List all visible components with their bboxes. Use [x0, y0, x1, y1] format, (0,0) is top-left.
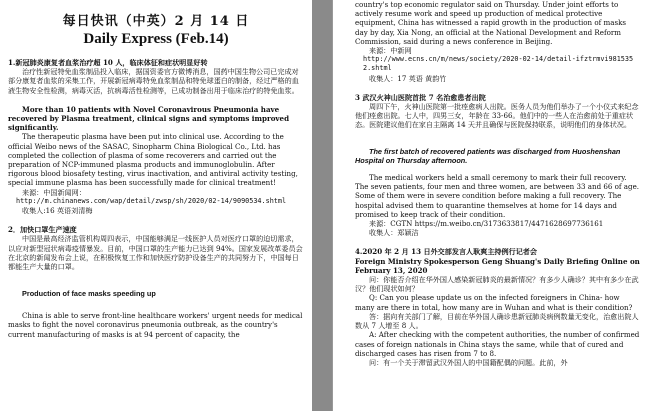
- item1-body-en: The therapeutic plasma have been put into clinical use. According to the official Weibo news of the SASAC, Sinopharm China Biological Co., Ltd. has completed the collection of plasma of some recoverers and carried out the preparation of NCP-immuned plasma products and immunoglobulin. After rigorous blood biosafety testing, virus inactivation, and antiviral activity testing, special immune plasma has been successfully made for clinical treatment!: [8, 132, 298, 188]
- item2-editor: 收集人：17 英语 黄韵竹: [369, 73, 447, 83]
- item4-question-en: Q: Can you please update us on the infected foreigners in China- how many are there in total, how many are in Wuhan and what is their condition?: [355, 293, 633, 312]
- item3-body-en: The medical workers held a small ceremony to mark their full recovery. The seven patients, four men and three women, are between 33 and 66 of age. Some of them were in severe condition before making a full recovery. The hospital advised them to quarantine themselves at home for 14 days and promised to keep track of their condition.: [355, 173, 640, 219]
- item2-source-label: 来源：中新网: [369, 46, 412, 56]
- item4-answer-en: A: After checking with the competent authorities, the number of confirmed cases of foreign nationals in China stays the same, while that of cured and discharged cases has risen from 7 to 8.: [355, 330, 640, 358]
- page-title-cn: 每日快讯（中英）2 月 14 日: [62, 14, 250, 29]
- item1-heading-en: More than 10 patients with Novel Coronavirous Pneumonia have recovered by Plasma treatment, clinical signs and symptoms improved significantly.: [8, 104, 290, 133]
- item4-heading-en: Foreign Ministry Spokesperson Geng Shuang's Daily Briefing Online on February 13, 2020: [355, 256, 640, 275]
- item2-heading-cn: 2．加快口罩生产速度: [8, 225, 77, 235]
- item4-heading-cn: 4.2020 年 2 月 13 日外交部发言人耿爽主持例行记者会: [355, 247, 537, 257]
- item2-body-en: China is able to serve front-line healthcare workers' urgent needs for medical masks to fight the novel coronavirus pneumonia outbreak, as the country's current manufacturing of masks is at 94 percent of capacity, the: [8, 311, 303, 339]
- item4-question2-cn: 问：有一个关于滞留武汉外国人的中国籍配偶的问题。此前，外: [369, 357, 568, 367]
- item2-source-url: http://www.ecns.cn/m/news/society/2020-02-14/detail-ifztrmvi9815352.shtml: [363, 55, 634, 73]
- item1-body-cn: 治疗性新冠特免血浆制品投入临床，据国资委官方微博消息，国药中国生物公司已完成对部分康复者血浆的采集工作，开展新冠病毒特免血浆制品和特免球蛋白的制备，经过严格的血液生物安全性检测，病毒灭活，抗病毒活性检测等，已成功制备出用于临床治疗的特免血浆。: [8, 67, 299, 95]
- item3-editor: 收集人：郑颖洁: [369, 228, 419, 238]
- item1-heading-cn: 1.新冠肺炎康复者血浆治疗超 10 人，临床体征和症状明显好转: [8, 58, 208, 67]
- item3-heading-en: The first batch of recovered patients was discharged from Huoshenshan Hospital on Thursday afternoon.: [355, 146, 621, 166]
- item3-source: 来源：CGTN https://m.weibo.cn/3173633817/4471628697736161: [369, 219, 604, 229]
- document-page-right: [332, 0, 649, 411]
- item4-answer-cn: 答：据向有关部门了解，目前在华外国人确诊患新冠肺炎病例数量无变化，治愈出院人数从 7 人增至 8 人。: [355, 311, 639, 331]
- item1-source-url: http://m.chinanews.com/wap/detail/zwsp/sh/2020/02-14/9090534.shtml: [16, 196, 287, 205]
- page-title-en: Daily Express (Feb.14): [83, 31, 229, 47]
- item1-editor: 收集人:16 英语刘清梅: [22, 206, 93, 216]
- item2-body-cn: 中国是最高经济监管机构周四表示，中国能够满足一线医护人员对医疗口罩的迫切需求，以应对新型冠状病毒疫情暴发。目前，中国口罩的生产能力已达到 94%。国家发展改革委员会在北京的新闻发布会上说，在积极恢复工作和加快医疗防护设备生产的共同努力下，中国每日都能生产大量的口罩。: [8, 234, 303, 272]
- item2-heading-en: Production of face masks speeding up: [22, 288, 156, 298]
- item3-body-cn: 周四下午，火神山医院第一批痊愈病人出院。医务人员为他们举办了一个小仪式来纪念他们痊愈出院。七人中，四男三女，年龄在 33-66。他们中的一些人在治愈前处于重症状态。医院建议他们在家自主隔离 14 天并且确保与医院保持联系，说明他们的身体状况。: [355, 102, 639, 130]
- item3-heading-cn: 3 武汉火神山医院首批 7 名治愈患者出院: [355, 92, 486, 102]
- document-page-left: [0, 0, 312, 411]
- item4-question-cn: 问：你能否介绍在华外国人感染新冠肺炎的最新情况？有多少人确诊？其中有多少在武汉？他们现状如何？: [355, 275, 639, 294]
- item1-source-label: 来源：中国新闻网：: [22, 187, 86, 197]
- item2-body-en-continued: country's top economic regulator said on Thursday. Under joint efforts to actively resume work and speed up production of medical protective equipment, China has witnessed a rapid growth in the production of masks day by day, Xia Nong, an official at the National Development and Reform Commission, said during a news conference in Beijing.: [355, 0, 627, 46]
